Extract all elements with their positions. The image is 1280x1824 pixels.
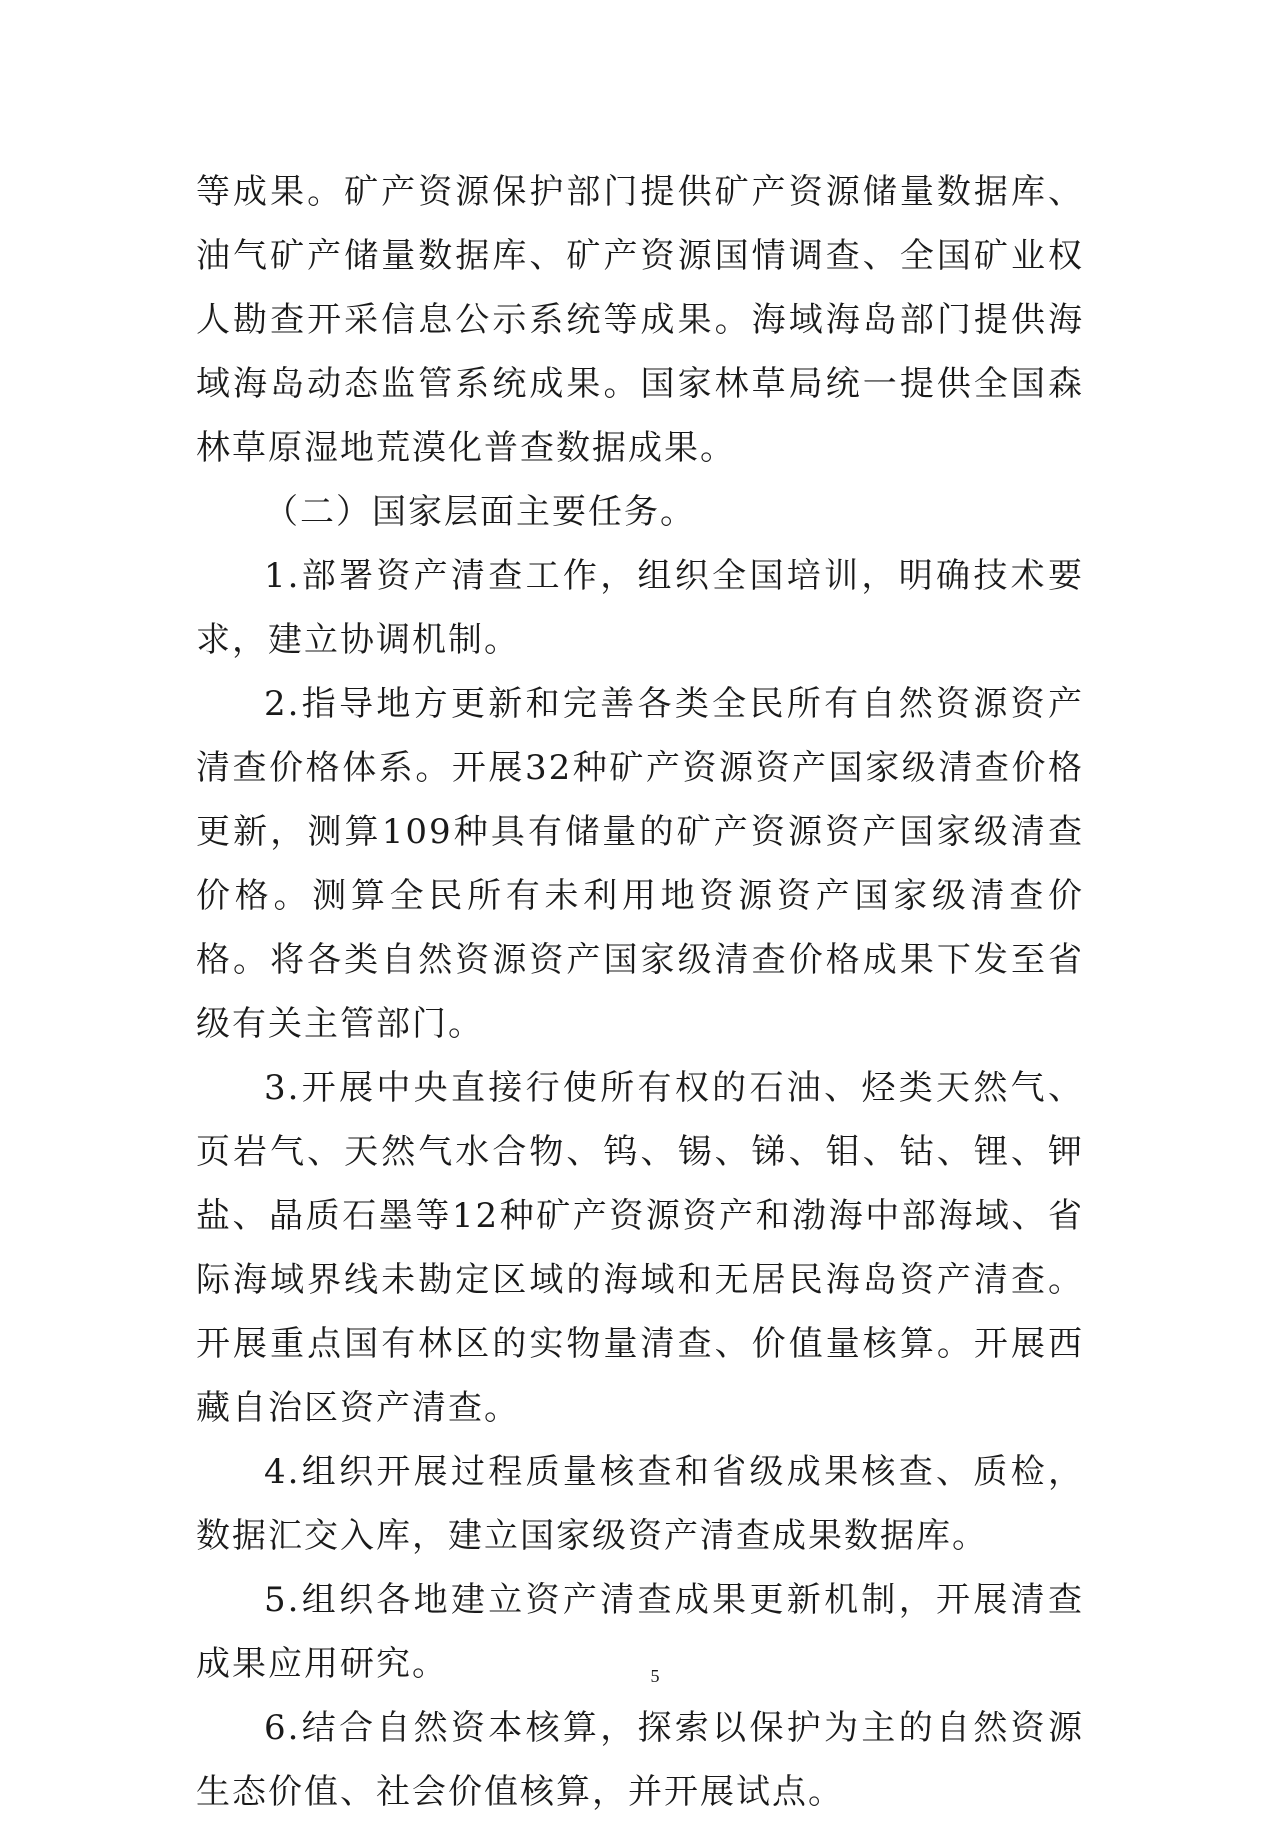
document-body [196, 160, 1084, 1824]
task-item-3: 3.开展中央直接行使所有权的石油、烃类天然气、页岩气、天然气水合物、钨、锡、锑、钼、钴、锂、钾盐、晶质石墨等12种矿产资源资产和渤海中部海域、省际海域界线未勘定区域的海域和无居民海岛资产清查。开展重点国有林区的实物量清查、价值量核算。开展西藏自治区资产清查。 [196, 1068, 1084, 1428]
paragraph-continued-results: 等成果。矿产资源保护部门提供矿产资源储量数据库、油气矿产储量数据库、矿产资源国情调查、全国矿业权人勘查开采信息公示系统等成果。海域海岛部门提供海域海岛动态监管系统成果。国家林草局统一提供全国森林草原湿地荒漠化普查数据成果。 [196, 172, 1084, 468]
task-item-4: 4.组织开展过程质量核查和省级成果核查、质检，数据汇交入库，建立国家级资产清查成果数据库。 [196, 1452, 1084, 1556]
task-item-1: 1.部署资产清查工作，组织全国培训，明确技术要求，建立协调机制。 [196, 556, 1084, 660]
page-number: 5 [650, 1666, 660, 1686]
task-item-2: 2.指导地方更新和完善各类全民所有自然资源资产清查价格体系。开展32种矿产资源资产国家级清查价格更新，测算109种具有储量的矿产资源资产国家级清查价格。测算全民所有未利用地资源资产国家级清查价格。将各类自然资源资产国家级清查价格成果下发至省级有关主管部门。 [196, 684, 1084, 1044]
task-item-6: 6.结合自然资本核算，探索以保护为主的自然资源生态价值、社会价值核算，并开展试点。 [196, 1708, 1084, 1812]
section-heading-national-tasks: （二）国家层面主要任务。 [264, 492, 696, 532]
task-item-5: 5.组织各地建立资产清查成果更新机制，开展清查成果应用研究。 [196, 1580, 1084, 1684]
